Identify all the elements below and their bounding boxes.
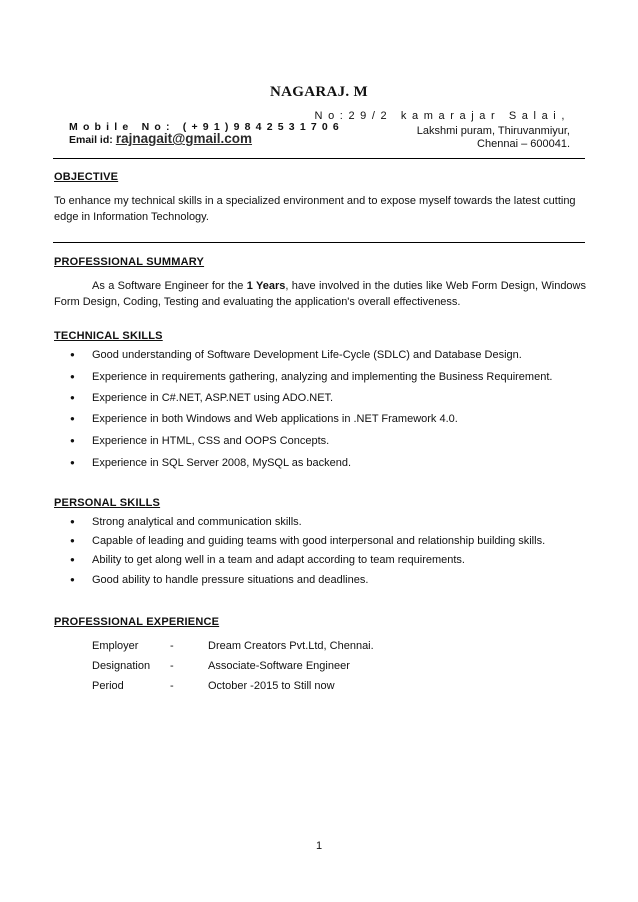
address-line-2: Lakshmi puram, Thiruvanmiyur, (416, 125, 570, 137)
experience-period-label: Period (92, 680, 124, 692)
list-item: ● Experience in C#.NET, ASP.NET using ADO.NET. (70, 392, 334, 404)
list-item: ● Strong analytical and communication skills. (70, 516, 302, 528)
summary-years: 1 Years (246, 280, 286, 292)
technical-skills-heading: TECHNICAL SKILLS (54, 330, 163, 342)
bullet-icon: ● (70, 393, 75, 402)
email-row (69, 131, 252, 146)
objective-text: To enhance my technical skills in a specialized environment and to expose myself towards the latest cutting edge in Information Technology. (54, 195, 576, 223)
list-item: ● Experience in SQL Server 2008, MySQL as backend. (70, 457, 352, 469)
objective-heading: OBJECTIVE (54, 171, 119, 183)
list-item: ● Ability to get along well in a team and adapt according to team requirements. (70, 554, 465, 566)
experience-employer-value: Dream Creators Pvt.Ltd, Chennai. (208, 640, 374, 652)
bullet-icon: ● (70, 372, 75, 381)
personal-skills-heading: PERSONAL SKILLS (54, 497, 161, 509)
address-line-3: Chennai – 600041. (477, 138, 570, 150)
email-label: Email id: (69, 134, 113, 146)
list-item: ● Good understanding of Software Development Life-Cycle (SDLC) and Database Design. (70, 349, 522, 361)
list-item: ● Experience in both Windows and Web applications in .NET Framework 4.0. (70, 413, 458, 425)
experience-designation-label: Designation (92, 660, 151, 672)
list-item: ● Capable of leading and guiding teams with good interpersonal and relationship building skills. (70, 535, 546, 547)
list-item: ● Experience in HTML, CSS and OOPS Concepts. (70, 435, 330, 447)
bullet-icon: ● (70, 517, 75, 526)
experience-employer-label: Employer (92, 640, 139, 652)
bullet-icon: ● (70, 555, 75, 564)
page-number: 1 (315, 840, 323, 852)
candidate-name: NAGARAJ. M (270, 84, 368, 100)
experience-designation-value: Associate-Software Engineer (208, 660, 350, 672)
bullet-icon: ● (70, 414, 75, 423)
bullet-icon: ● (70, 536, 75, 545)
bullet-icon: ● (70, 458, 75, 467)
bullet-icon: ● (70, 575, 75, 584)
summary-heading: PROFESSIONAL SUMMARY (54, 256, 205, 268)
bullet-icon: ● (70, 436, 75, 445)
summary-text-end: , have involved in the duties like Web Form Design, Windows Form Design, Coding, Testing and evaluating the application's overall effectiveness. (54, 280, 586, 308)
address-line-1: No:29/2 kamarajar Salai, (314, 110, 570, 122)
list-item: ● Good ability to handle pressure situations and deadlines. (70, 574, 369, 586)
bullet-icon: ● (70, 350, 75, 359)
experience-separator: - (170, 680, 174, 692)
experience-separator: - (170, 660, 174, 672)
experience-heading: PROFESSIONAL EXPERIENCE (54, 616, 220, 628)
mobile-number: Mobile No: (+91)9842531706 (69, 121, 344, 133)
email-link[interactable]: rajnagait@gmail.com (115, 131, 253, 146)
summary-text-start: As a Software Engineer for the (92, 280, 247, 292)
summary-text (54, 279, 586, 310)
header-divider (53, 158, 585, 159)
experience-period-value: October -2015 to Still now (208, 680, 335, 692)
objective-divider (53, 242, 585, 243)
experience-separator: - (170, 640, 174, 652)
list-item: ● Experience in requirements gathering, analyzing and implementing the Business Requirement. (70, 371, 553, 383)
